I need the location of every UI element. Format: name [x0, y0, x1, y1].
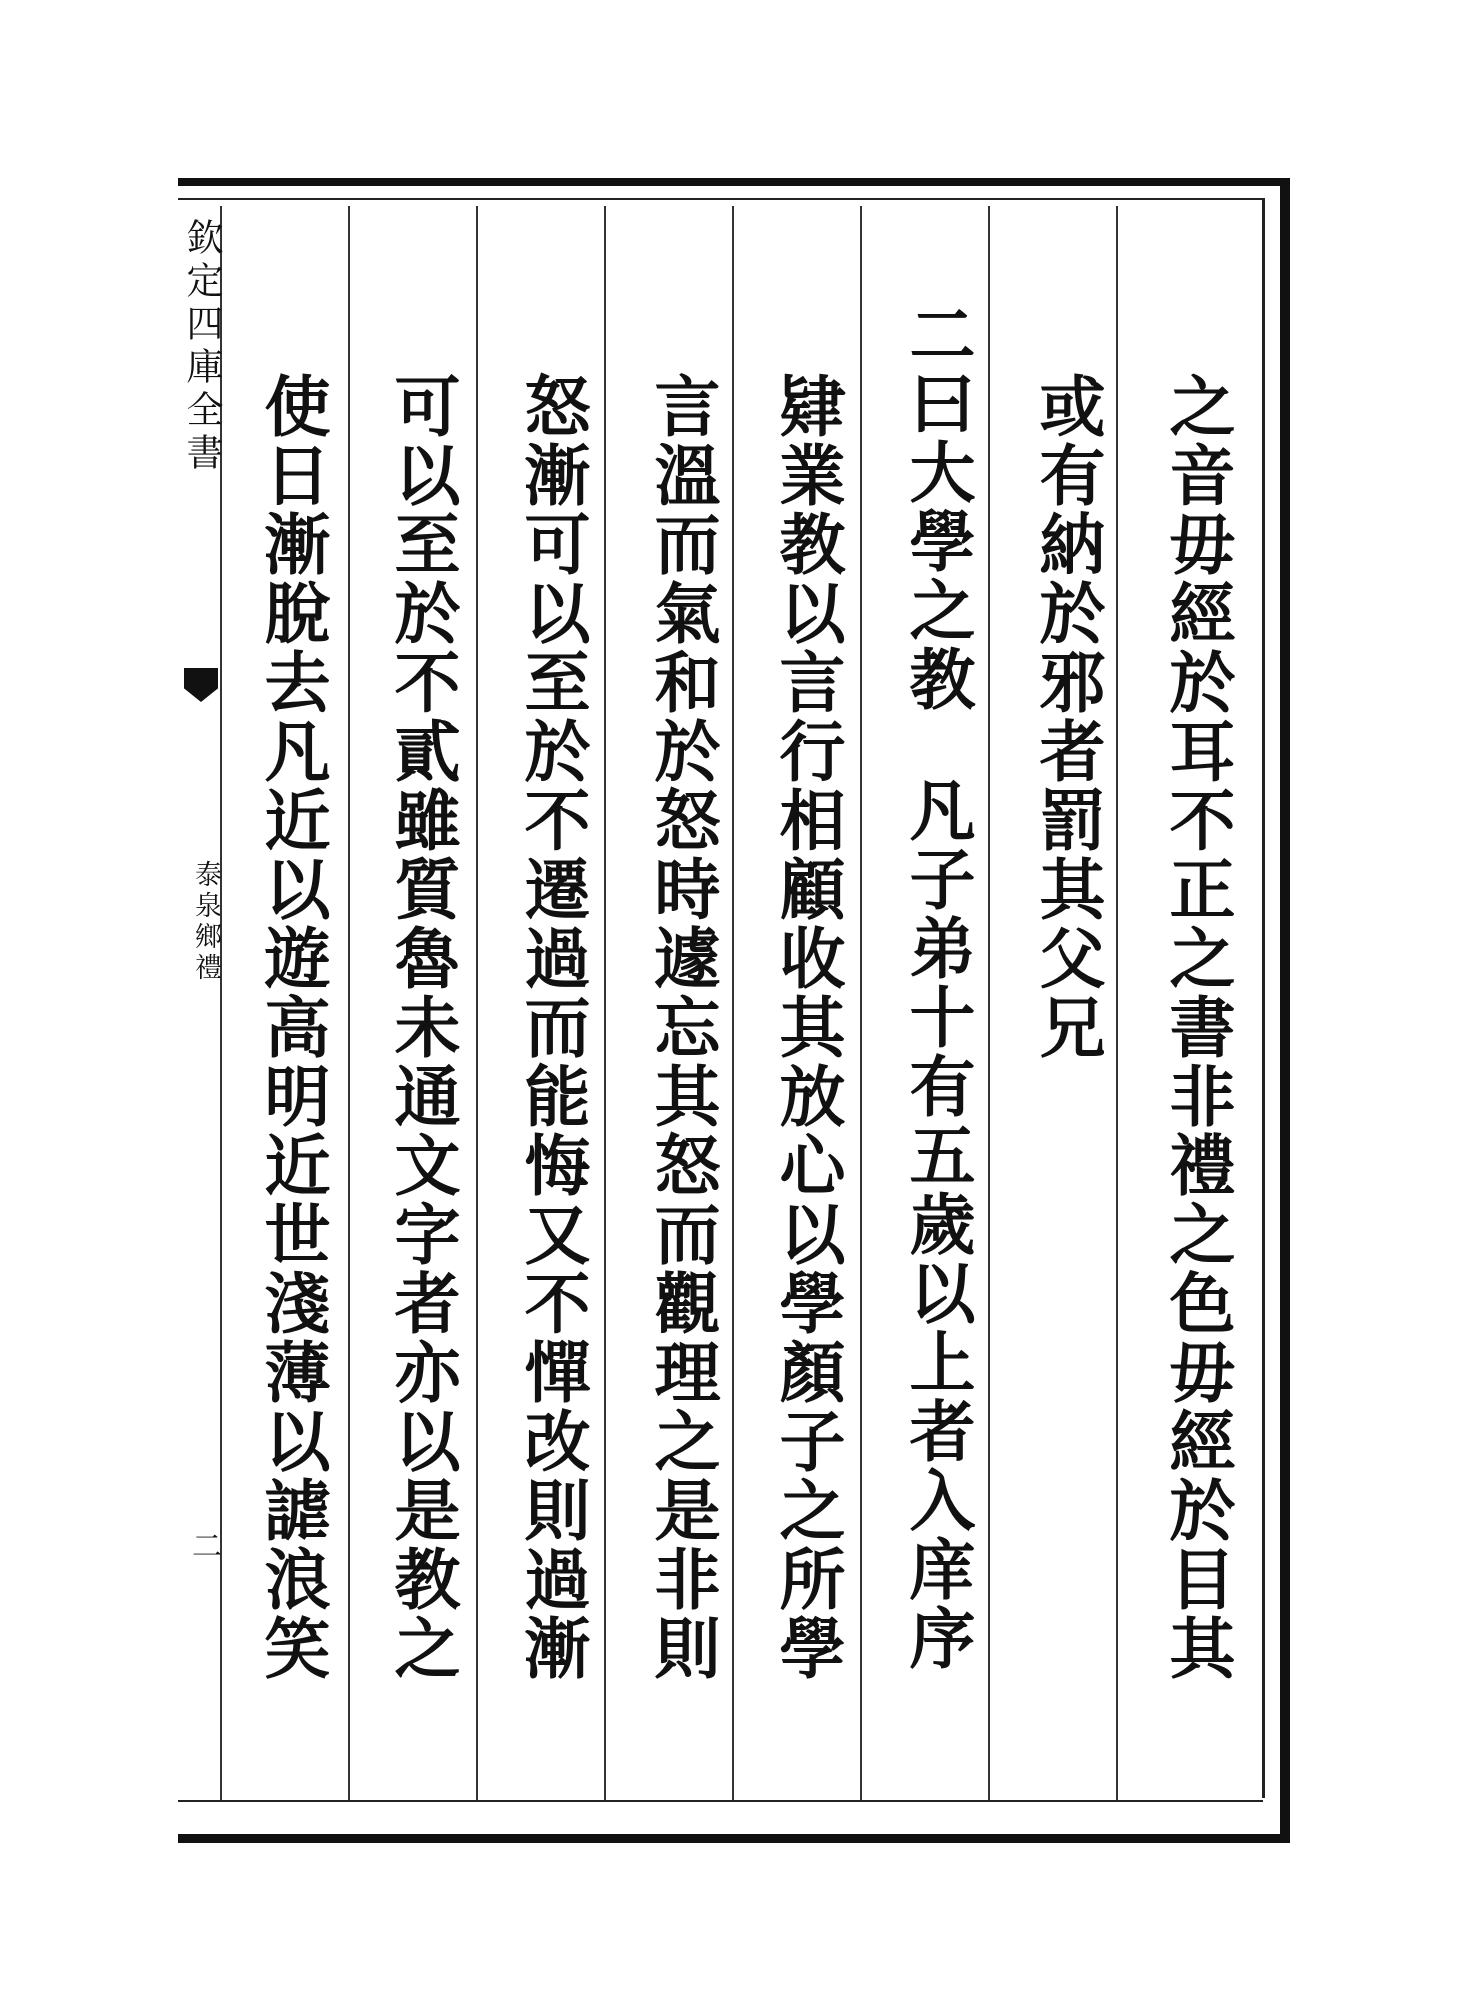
- section-text: 凡子弟十有五歲以上者入庠序: [898, 776, 976, 1673]
- margin-section-title: 泰泉鄉禮: [190, 860, 221, 984]
- section-heading: 二曰大學之教: [898, 300, 976, 714]
- column-rule: [604, 206, 606, 1800]
- margin-page-number: 二: [186, 1530, 221, 1560]
- column-rule: [732, 206, 734, 1800]
- margin-book-title: 欽定四庫全書: [180, 218, 223, 476]
- inner-border-right: [1262, 198, 1265, 1798]
- text-column-5: 言溫而氣和於怒時遽忘其怒而觀理之是非則: [643, 372, 721, 1683]
- text-column-8: 使日漸脫去凡近以遊高明近世淺薄以謔浪笑: [253, 372, 331, 1683]
- page-border: [178, 178, 1290, 1843]
- text-column-7: 可以至於不貳雖質魯未通文字者亦以是教之: [383, 372, 461, 1683]
- column-rule: [348, 206, 350, 1800]
- column-rule: [476, 206, 478, 1800]
- text-column-1: 之音毋經於耳不正之書非禮之色毋經於目其: [1158, 372, 1236, 1683]
- text-column-6: 怒漸可以至於不遷過而能悔又不憚改則過漸: [513, 372, 591, 1683]
- column-rule: [988, 206, 990, 1800]
- column-rule: [1116, 206, 1118, 1800]
- text-column-2: 或有納於邪者罰其父兄: [1028, 372, 1106, 1062]
- inner-border-top: [178, 198, 1263, 200]
- inner-border-bottom: [178, 1800, 1263, 1802]
- text-column-4: 肄業教以言行相顧收其放心以學顏子之所學: [768, 372, 846, 1683]
- column-rule: [860, 206, 862, 1800]
- text-column-3: [900, 300, 974, 1673]
